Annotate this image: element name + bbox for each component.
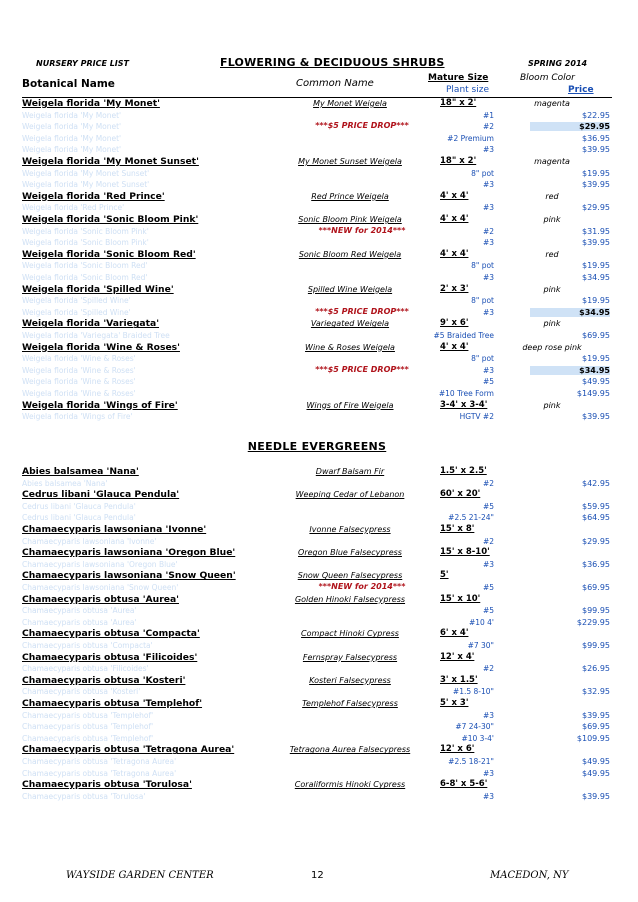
variant-botanical: Weigela florida 'Wine & Roses' [22,377,136,387]
common-name: My Monet Weigela [313,99,387,108]
common-name: Wings of Fire Weigela [306,400,394,410]
price: $19.95 [582,168,610,178]
plant-size: #2 [482,122,494,132]
botanical-name: Chamaecyparis obtusa 'Torulosa' [22,779,192,791]
plant-row [22,524,612,536]
price: $99.95 [582,641,610,650]
variant-botanical: Chamaecyparis obtusa 'Tetragona Aurea' [22,768,177,778]
variant-botanical: Weigela florida 'Sonic Bloom Red' [22,273,148,282]
variant-row [22,133,612,145]
common-name: Wine & Roses Weigela [305,342,395,352]
variant-botanical: Cedrus libani 'Glauca Pendula' [22,513,136,523]
plant-size: #2.5 21-24" [448,513,494,523]
plant-size: #2 [482,478,494,488]
header-title: FLOWERING & DECIDUOUS SHRUBS [220,56,445,69]
variant-botanical: Weigela florida 'Wine & Roses' [22,389,136,398]
variant-botanical: Weigela florida 'Variegata' Braided Tree [22,331,170,340]
plant-size: #3 [482,365,494,375]
price: $149.95 [576,389,610,398]
plant-row [22,249,612,261]
plant-row [22,570,612,582]
common-name: Compact Hinoki Cypress [301,629,399,639]
variant-botanical: Chamaecyparis obtusa 'Aurea' [22,617,137,627]
variant-row [22,501,612,513]
plant-size: #5 [482,583,494,592]
mature-size: 15' x 10' [440,593,481,604]
price: $31.95 [582,226,610,236]
variant-botanical: Chamaecyparis obtusa 'Templehof' [22,722,154,732]
variant-botanical: Chamaecyparis lawsoniana 'Snow Queen' [22,583,179,592]
variant-botanical: Weigela florida 'Red Prince' [22,203,125,213]
botanical-name: Weigela florida 'My Monet Sunset' [22,156,199,167]
botanical-name: Chamaecyparis lawsoniana 'Ivonne' [22,524,207,535]
variant-row [22,721,612,733]
variant-botanical: Chamaecyparis obtusa 'Tetragona Aurea' [22,757,177,766]
price: $39.95 [582,791,610,801]
botanical-name: Chamaecyparis obtusa 'Aurea' [22,593,179,605]
col-common: Common Name [296,78,374,89]
price: $49.95 [582,377,610,387]
variant-row [22,768,612,780]
variant-row [22,559,612,571]
variant-botanical: Weigela florida 'My Monet Sunset' [22,168,150,178]
plant-size: #3 [482,768,494,778]
plant-row [22,466,612,478]
variant-botanical: Weigela florida 'My Monet' [22,145,122,155]
mature-size: 5' x 3' [440,698,469,708]
bloom-color: magenta [534,157,570,166]
price: $39.95 [582,710,610,720]
plant-row [22,191,612,203]
variant-row [22,144,612,156]
variant-botanical: Chamaecyparis obtusa 'Torulosa' [22,791,146,801]
botanical-name: Chamaecyparis obtusa 'Templehof' [22,698,203,709]
mature-size: 15' x 8-10' [440,547,490,558]
mature-size: 18" x 2' [440,98,477,108]
price: $36.95 [582,133,610,143]
mature-size: 6' x 4' [440,628,469,639]
variant-row [22,168,612,180]
common-name: Red Prince Weigela [311,191,389,201]
price: $32.95 [582,687,610,697]
plant-size: #1.5 8-10" [452,687,494,697]
col-plant-size: Plant size [446,85,489,95]
botanical-name: Weigela florida 'Variegata' [22,318,160,330]
variant-botanical: Chamaecyparis obtusa 'Filicoides' [22,664,149,674]
plant-size: #5 [482,606,494,616]
common-name: My Monet Sunset Weigela [298,157,402,166]
price: $39.95 [582,412,610,422]
botanical-name: Weigela florida 'Sonic Bloom Pink' [22,214,199,225]
variant-botanical: Weigela florida 'Sonic Bloom Pink' [22,226,149,236]
plant-size: 8" pot [471,261,494,271]
col-botanical: Botanical Name [22,78,115,90]
common-name: Golden Hinoki Falsecypress [294,594,406,604]
variant-botanical: Chamaecyparis obtusa 'Compacta' [22,641,153,650]
botanical-name: Weigela florida 'Red Prince' [22,190,165,202]
common-name: Kosteri Falsecypress [309,675,391,685]
plant-size: #3 [482,238,494,248]
variant-botanical: Weigela florida 'My Monet' [22,122,122,132]
plant-row [22,156,612,168]
plant-row [22,594,612,606]
price: $19.95 [582,354,610,364]
mature-size: 12' x 6' [440,744,475,755]
price: $34.95 [582,273,610,282]
common-name: Variegated Weigela [310,319,390,329]
plant-size: 8" pot [471,168,494,178]
promo-note: ***$5 PRICE DROP*** [315,121,409,131]
plant-size: #5 [482,501,494,511]
price: $49.95 [582,757,610,766]
variant-row [22,733,612,745]
variant-row [22,179,612,191]
plant-size: #2 [482,536,494,546]
price: $42.95 [582,478,610,488]
bloom-color: deep rose pink [522,342,582,352]
bloom-color: red [545,191,559,201]
plant-size: HGTV #2 [459,412,494,422]
common-name: Sonic Bloom Red Weigela [298,249,402,259]
col-bloom: Bloom Color [520,73,575,83]
common-name: Fernspray Falsecypress [302,652,398,662]
promo-note: ***NEW for 2014*** [318,225,406,235]
variant-row [22,121,612,133]
bloom-color: pink [543,319,561,329]
variant-row [22,295,612,307]
plant-size: 8" pot [471,296,494,306]
plant-size: #1 [482,110,494,120]
mature-size: 2' x 3' [440,283,469,294]
plant-row [22,779,612,791]
price: $109.95 [576,733,610,743]
page-header [22,56,612,72]
variant-botanical: Weigela florida 'Sonic Bloom Pink' [22,238,149,248]
plant-size: #2 [482,226,494,236]
botanical-name: Chamaecyparis obtusa 'Kosteri' [22,674,186,686]
price: $39.95 [582,180,610,190]
mature-size: 4' x 4' [440,341,469,352]
mature-size: 1.5' x 2.5' [440,466,487,476]
variant-botanical: Weigela florida 'Wings of Fire' [22,412,133,422]
price: $34.95 [530,308,610,317]
price: $29.95 [582,536,610,546]
column-headers [22,73,612,98]
plant-size: #10 4' [468,617,494,627]
variant-row [22,791,612,803]
price: $39.95 [582,238,610,248]
col-price: Price [568,85,594,95]
common-name: Tetragona Aurea Falsecypress [289,745,411,755]
common-name: Ivonne Falsecypress [309,525,391,534]
price: $229.95 [576,617,610,627]
col-mature: Mature Size [428,73,489,83]
section-title: NEEDLE EVERGREENS [247,440,387,453]
variant-row [22,710,612,722]
price: $69.95 [582,331,610,340]
plant-size: #3 [482,559,494,569]
variant-row [22,756,612,768]
common-name: Sonic Bloom Pink Weigela [298,215,402,224]
mature-size: 4' x 4' [440,214,469,224]
plant-size: #7 24-30" [455,722,494,732]
plant-row [22,400,612,412]
header-left: NURSERY PRICE LIST [36,59,129,68]
price: $34.95 [530,366,610,375]
variant-row [22,478,612,490]
plant-row [22,489,612,501]
mature-size: 4' x 4' [440,248,469,259]
page-footer [0,870,638,886]
variant-row [22,388,612,400]
common-name: Spilled Wine Weigela [307,284,393,294]
variant-row [22,536,612,548]
botanical-name: Weigela florida 'My Monet' [22,98,160,109]
plant-size: 8" pot [471,354,494,364]
plant-size: #3 [482,273,494,282]
mature-size: 12' x 4' [440,651,475,662]
mature-size: 5' [440,570,449,581]
plant-row [22,98,612,110]
plant-size: #2.5 18-21" [448,757,494,766]
variant-row [22,582,612,594]
botanical-name: Chamaecyparis lawsoniana 'Oregon Blue' [22,547,236,559]
variant-row [22,686,612,698]
variant-row [22,202,612,214]
bloom-color: pink [543,284,561,294]
botanical-name: Abies balsamea 'Nana' [22,466,139,477]
price: $36.95 [582,559,610,569]
variant-row [22,226,612,238]
footer-right: MACEDON, NY [490,870,569,881]
plant-row [22,284,612,296]
variant-row [22,353,612,365]
price: $49.95 [582,768,610,778]
plant-size: #3 [482,791,494,801]
variant-row [22,260,612,272]
common-name: Snow Queen Falsecypress [297,571,403,581]
bloom-color: pink [543,215,561,224]
plant-row [22,698,612,710]
plant-size: #2 [482,664,494,674]
variant-row [22,330,612,342]
botanical-name: Weigela florida 'Sonic Bloom Red' [22,248,196,260]
mature-size: 3-4' x 3-4' [440,399,488,410]
common-name: Coraliformis Hinoki Cypress [294,780,406,790]
plant-size: #3 [482,180,494,190]
plant-size: #7 30" [467,641,494,650]
variant-row [22,663,612,675]
page-number: 12 [311,870,324,881]
bloom-color: red [545,249,559,259]
plant-size: #10 3-4' [461,733,494,743]
mature-size: 3' x 1.5' [440,674,478,685]
common-name: Templehof Falsecypress [302,699,398,708]
variant-botanical: Weigela florida 'My Monet' [22,110,122,120]
mature-size: 9' x 6' [440,318,469,329]
variant-botanical: Chamaecyparis obtusa 'Kosteri' [22,687,141,697]
botanical-name: Chamaecyparis lawsoniana 'Snow Queen' [22,570,236,582]
variant-botanical: Abies balsamea 'Nana' [22,478,108,488]
price: $99.95 [582,606,610,616]
common-name: Oregon Blue Falsecypress [298,548,402,558]
plant-size: #10 Tree Form [438,389,494,398]
price: $26.95 [582,664,610,674]
promo-note: ***$5 PRICE DROP*** [315,306,409,316]
variant-row [22,640,612,652]
plant-size: #5 Braided Tree [433,331,494,340]
botanical-name: Weigela florida 'Wings of Fire' [22,399,178,411]
variant-botanical: Weigela florida 'Sonic Bloom Red' [22,261,148,271]
botanical-name: Chamaecyparis obtusa 'Compacta' [22,628,200,640]
plant-size: #3 [482,145,494,155]
botanical-name: Cedrus libani 'Glauca Pendula' [22,489,180,501]
variant-row [22,376,612,388]
variant-botanical: Weigela florida 'Spilled Wine' [22,307,131,317]
bloom-color: pink [543,400,561,410]
price: $29.95 [582,203,610,213]
mature-size: 18" x 2' [440,156,477,166]
mature-size: 6-8' x 5-6' [440,779,488,790]
promo-note: ***$5 PRICE DROP*** [315,364,409,374]
plant-size: #2 Premium [447,133,494,143]
price: $22.95 [582,110,610,120]
plant-size: #3 [482,203,494,213]
botanical-name: Weigela florida 'Spilled Wine' [22,283,174,295]
header-right: SPRING 2014 [528,59,588,68]
plant-row [22,652,612,664]
variant-botanical: Weigela florida 'Spilled Wine' [22,296,131,306]
variant-row [22,605,612,617]
plant-row [22,628,612,640]
mature-size: 4' x 4' [440,190,469,201]
plant-row [22,675,612,687]
variant-botanical: Weigela florida 'My Monet' [22,133,122,143]
variant-row [22,617,612,629]
variant-botanical: Weigela florida 'Wine & Roses' [22,365,136,375]
bloom-color: magenta [534,99,570,108]
variant-botanical: Chamaecyparis lawsoniana 'Oregon Blue' [22,559,178,569]
plant-size: #3 [482,307,494,317]
variant-botanical: Chamaecyparis obtusa 'Templehof' [22,710,154,720]
price: $39.95 [582,145,610,155]
plant-row [22,342,612,354]
plant-size: #3 [482,710,494,720]
plant-row [22,318,612,330]
variant-botanical: Chamaecyparis obtusa 'Templehof' [22,733,154,743]
price: $69.95 [582,583,610,592]
plant-row [22,547,612,559]
variant-row [22,411,612,423]
price: $59.95 [582,501,610,511]
plant-size: #5 [482,377,494,387]
plant-row [22,744,612,756]
variant-botanical: Weigela florida 'My Monet Sunset' [22,180,150,190]
price: $69.95 [582,722,610,732]
variant-botanical: Weigela florida 'Wine & Roses' [22,354,136,364]
variant-row [22,512,612,524]
mature-size: 15' x 8' [440,524,475,534]
promo-note: ***NEW for 2014*** [318,582,406,591]
price: $64.95 [582,513,610,523]
variant-row [22,272,612,284]
variant-row [22,237,612,249]
common-name: Weeping Cedar of Lebanon [295,490,405,500]
variant-botanical: Cedrus libani 'Glauca Pendula' [22,501,136,511]
mature-size: 60' x 20' [440,489,481,500]
price: $19.95 [582,261,610,271]
variant-botanical: Chamaecyparis obtusa 'Aurea' [22,606,137,616]
botanical-name: Weigela florida 'Wine & Roses' [22,341,180,353]
variant-row [22,307,612,319]
plant-row [22,214,612,226]
variant-row [22,365,612,377]
common-name: Dwarf Balsam Fir [315,467,385,476]
variant-row [22,110,612,122]
footer-left: WAYSIDE GARDEN CENTER [66,870,214,881]
botanical-name: Chamaecyparis obtusa 'Filicoides' [22,651,198,663]
botanical-name: Chamaecyparis obtusa 'Tetragona Aurea' [22,744,235,756]
price: $29.95 [530,122,610,131]
variant-botanical: Chamaecyparis lawsoniana 'Ivonne' [22,536,157,546]
price: $19.95 [582,296,610,306]
